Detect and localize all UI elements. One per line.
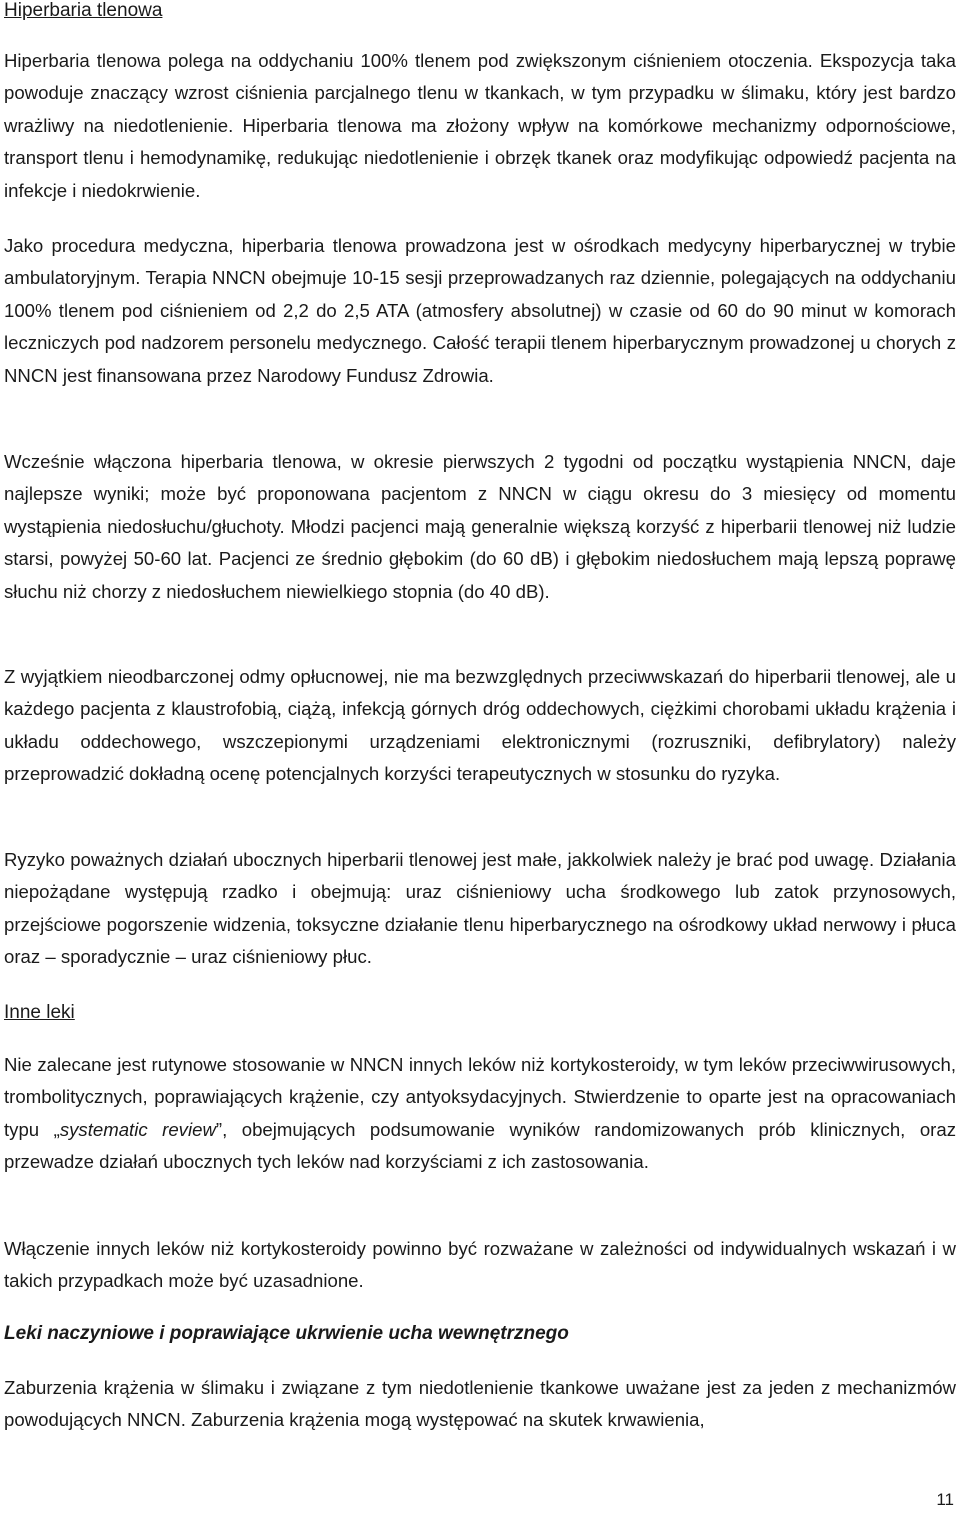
paragraph-6-emphasis: systematic review: [59, 1118, 216, 1140]
paragraph-6: [4, 1049, 956, 1179]
paragraph-8: Zaburzenia krążenia w ślimaku i związane z tym niedotlenienie tkankowe uważane jest za jeden z mechanizmów powodujących NNCN. Zaburzenia krążenia mogą występować na skutek krwawienia,: [4, 1377, 956, 1431]
paragraph-6-text-b: ”, obejmujących podsumowanie wyników randomizowanych prób klinicznych, oraz przewadze działań ubocznych tych leków nad korzyściami z ich zastosowania.: [4, 1118, 956, 1173]
section-title-inne-leki: Inne leki: [4, 1002, 75, 1023]
paragraph-4: Z wyjątkiem nieodbarczonej odmy opłucnowej, nie ma bezwzględnych przeciwwskazań do hiperbarii tlenowej, ale u każdego pacjenta z klaustrofobią, ciążą, infekcją górnych dróg oddechowych, ciężkimi chorobami układu krążenia i układu oddechowego, wszczepionymi urządzeniami elektronicznymi (rozruszniki, defibrylatory) należy przeprowadzić dokładną ocenę potencjalnych korzyści terapeutycznych w stosunku do ryzyka.: [4, 666, 956, 785]
paragraph-1: Hiperbaria tlenowa polega na oddychaniu 100% tlenem pod zwiększonym ciśnieniem otoczenia. Ekspozycja taka powoduje znaczący wzrost ciśnienia parcjalnego tlenu w tkankach, w tym przypadku w ślimaku, który jest bardzo wrażliwy na niedotlenienie. Hiperbaria tlenowa ma złożony wpływ na komórkowe mechanizmy odpornościowe, transport tlenu i hemodynamikę, redukując niedotlenienie i obrzęk tkanek oraz modyfikując odpowiedź pacjenta na infekcje i niedokrwienie.: [4, 50, 956, 201]
paragraph-3: Wcześnie włączona hiperbaria tlenowa, w okresie pierwszych 2 tygodni od początku wystąpienia NNCN, daje najlepsze wyniki; może być proponowana pacjentom z NNCN w ciągu okresu do 3 miesięcy od momentu wystąpienia niedosłuchu/głuchoty. Młodzi pacjenci mają generalnie większą korzyść z hiperbarii tlenowej niż ludzie starsi, powyżej 50-60 lat. Pacjenci ze średnio głębokim (do 60 dB) i głębokim niedosłuchem mają lepszą poprawę słuchu niż chorzy z niedosłuchem niewielkiego stopnia (do 40 dB).: [4, 451, 956, 602]
page-number: 11: [936, 1490, 954, 1509]
paragraph-7: Włączenie innych leków niż kortykosteroidy powinno być rozważane w zależności od indywidualnych wskazań i w takich przypadkach może być uzasadnione.: [4, 1238, 956, 1292]
paragraph-5: Ryzyko poważnych działań ubocznych hiperbarii tlenowej jest małe, jakkolwiek należy je brać pod uwagę. Działania niepożądane występują rzadko i obejmują: uraz ciśnieniowy ucha środkowego lub zatok przynosowych, przejściowe pogorszenie widzenia, toksyczne działanie tlenu hiperbarycznego na ośrodkowy układ nerwowy i płuca oraz – sporadycznie – uraz ciśnieniowy płuc.: [4, 849, 956, 968]
paragraph-6-text-a: Nie zalecane jest rutynowe stosowanie w NNCN innych leków niż kortykosteroidy, w tym leków przeciwwirusowych, trombolitycznych, poprawiających krążenie, czy antyoksydacyjnych. Stwierdzenie to oparte jest na opracowaniach typu „: [4, 1054, 956, 1140]
paragraph-2: Jako procedura medyczna, hiperbaria tlenowa prowadzona jest w ośrodkach medycyny hiperbarycznej w trybie ambulatoryjnym. Terapia NNCN obejmuje 10-15 sesji przeprowadzanych raz dziennie, polegających na oddychaniu 100% tlenem pod ciśnieniem od 2,2 do 2,5 ATA (atmosfery absolutnej) w czasie od 60 do 90 minut w komorach leczniczych pod nadzorem personelu medycznego. Całość terapii tlenem hiperbarycznym prowadzonej u chorych z NNCN jest finansowana przez Narodowy Fundusz Zdrowia.: [4, 235, 956, 386]
section-title-hiperbaria: Hiperbaria tlenowa: [4, 0, 163, 21]
section-title-leki-naczyniowe: Leki naczyniowe i poprawiające ukrwienie ucha wewnętrznego: [4, 1323, 569, 1344]
